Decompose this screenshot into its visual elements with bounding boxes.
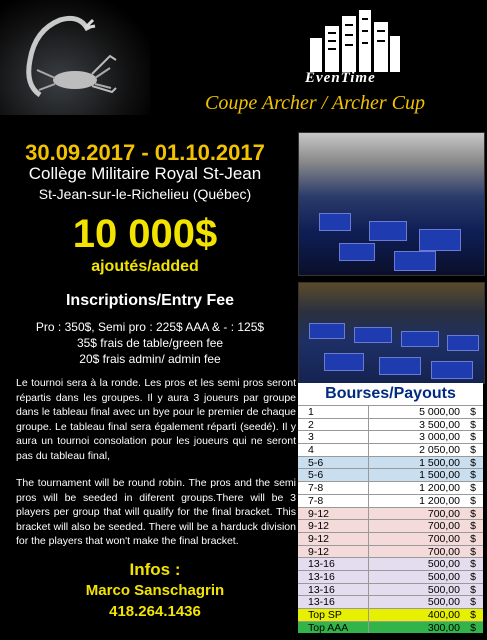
payout-currency: $: [470, 406, 476, 418]
payout-row: [298, 532, 483, 545]
payout-row: [298, 519, 483, 532]
payout-rank: 5-6: [298, 469, 369, 481]
payout-rank: 4: [298, 444, 369, 456]
event-title: Coupe Archer / Archer Cup: [205, 92, 425, 114]
payout-currency: $: [470, 469, 476, 482]
payout-amount: 500,00: [427, 558, 460, 571]
admin-fee-line: 20$ frais admin/ admin fee: [79, 352, 221, 366]
payout-amount: 500,00: [427, 570, 460, 583]
payout-amount: 300,00: [427, 621, 460, 634]
payout-rank: 13-16: [298, 571, 369, 583]
event-venue: Collège Militaire Royal St-Jean: [28, 164, 262, 183]
description-fr: Le tournoi sera à la ronde. Les pros et les semi pros seront répartis dans les groupes. Il y aura 3 joueurs par groupe dans le tableau final avec un bye pour le premier de chaque groupe. Le tableau final sera également réparti (seedé). Il y aura un tournoi consolation pour les joueurs qui ne seront pas du tableau final,: [16, 377, 296, 462]
payout-amount: 700,00: [427, 520, 460, 533]
payout-amount: 5 000,00: [419, 406, 460, 418]
payout-rank: 9-12: [298, 546, 369, 558]
skyline-logo: [300, 8, 410, 78]
payout-row: [298, 557, 483, 570]
payout-currency: $: [470, 482, 476, 495]
payout-rank: 1: [298, 406, 369, 418]
payout-amount: 1 200,00: [419, 494, 460, 507]
payout-amount: 1 500,00: [419, 456, 460, 469]
payout-row: [298, 621, 483, 634]
payout-currency: $: [470, 596, 476, 609]
payout-amount: 1 500,00: [419, 469, 460, 482]
event-city: St-Jean-sur-le-Richelieu (Québec): [38, 186, 252, 202]
payout-row: [298, 430, 483, 443]
payout-amount: 1 200,00: [419, 482, 460, 495]
payout-amount: 2 050,00: [419, 444, 460, 457]
venue-photo: [298, 132, 485, 276]
payout-currency: $: [470, 507, 476, 520]
payout-row: [298, 418, 483, 431]
payout-amount: 3 500,00: [419, 418, 460, 431]
payouts-table: [298, 383, 483, 633]
payout-currency: $: [470, 583, 476, 596]
payout-currency: $: [470, 431, 476, 444]
entry-fee-title: Inscriptions/Entry Fee: [65, 292, 235, 309]
contact-name: Marco Sanschagrin: [85, 582, 225, 599]
description-en: The tournament will be round robin. The pros and the semi pros will be seeded in diferent groups.There will be 3 players per group that will qualify for the final bracket. This bracket will also be seeded. There will be a harduck division for the players that won't make the final bracket.: [16, 477, 296, 547]
entry-fee-line: Pro : 350$, Semi pro : 225$ AAA & - : 125$: [35, 320, 265, 334]
payout-row: [298, 456, 483, 469]
contact-phone: 418.264.1436: [109, 603, 201, 620]
payout-currency: $: [470, 456, 476, 469]
payout-row: [298, 545, 483, 558]
payout-currency: $: [470, 570, 476, 583]
prize-added-label: ajoutés/added: [91, 258, 199, 275]
payout-rank: 9-12: [298, 533, 369, 545]
payout-row: [298, 405, 483, 418]
tournament-photo: [298, 282, 485, 384]
infos-title: Infos :: [129, 560, 181, 579]
payouts-rows: [298, 405, 483, 633]
payout-currency: $: [470, 494, 476, 507]
payout-amount: 500,00: [427, 596, 460, 609]
payout-amount: 700,00: [427, 507, 460, 520]
payout-currency: $: [470, 609, 476, 621]
prize-amount: 10 000$: [72, 212, 218, 256]
payout-row: [298, 481, 483, 494]
payout-rank: 13-16: [298, 584, 369, 596]
payout-amount: 400,00: [427, 609, 460, 621]
payout-row: [298, 507, 483, 520]
payout-rank: 3: [298, 431, 369, 443]
payout-amount: 700,00: [427, 532, 460, 545]
payout-rank: 13-16: [298, 596, 369, 608]
payout-currency: $: [470, 444, 476, 457]
payout-row: [298, 583, 483, 596]
payout-amount: 3 000,00: [419, 431, 460, 444]
payout-rank: 7-8: [298, 482, 369, 494]
payout-row: [298, 443, 483, 456]
scorpion-logo: [0, 0, 150, 115]
event-dates: 30.09.2017 - 01.10.2017: [25, 140, 265, 165]
payout-currency: $: [470, 520, 476, 533]
payout-currency: $: [470, 532, 476, 545]
payout-row: [298, 608, 483, 621]
payout-currency: $: [470, 558, 476, 571]
payout-rank: Top AAA: [298, 622, 369, 634]
payout-currency: $: [470, 545, 476, 558]
payout-row: [298, 570, 483, 583]
payout-rank: 2: [298, 419, 369, 431]
payout-rank: 13-16: [298, 558, 369, 570]
payout-rank: 7-8: [298, 495, 369, 507]
payouts-title: Bourses/Payouts: [298, 383, 483, 405]
payout-currency: $: [470, 418, 476, 431]
payout-amount: 700,00: [427, 545, 460, 558]
payout-currency: $: [470, 621, 476, 634]
brand-name: EvenTime: [305, 70, 376, 86]
payout-row: [298, 494, 483, 507]
payout-rank: Top SP: [298, 609, 369, 621]
green-fee-line: 35$ frais de table/green fee: [76, 336, 224, 350]
payout-rank: 9-12: [298, 508, 369, 520]
payout-rank: 5-6: [298, 457, 369, 469]
payout-row: [298, 468, 483, 481]
payout-amount: 500,00: [427, 583, 460, 596]
payout-rank: 9-12: [298, 520, 369, 532]
payout-row: [298, 595, 483, 608]
